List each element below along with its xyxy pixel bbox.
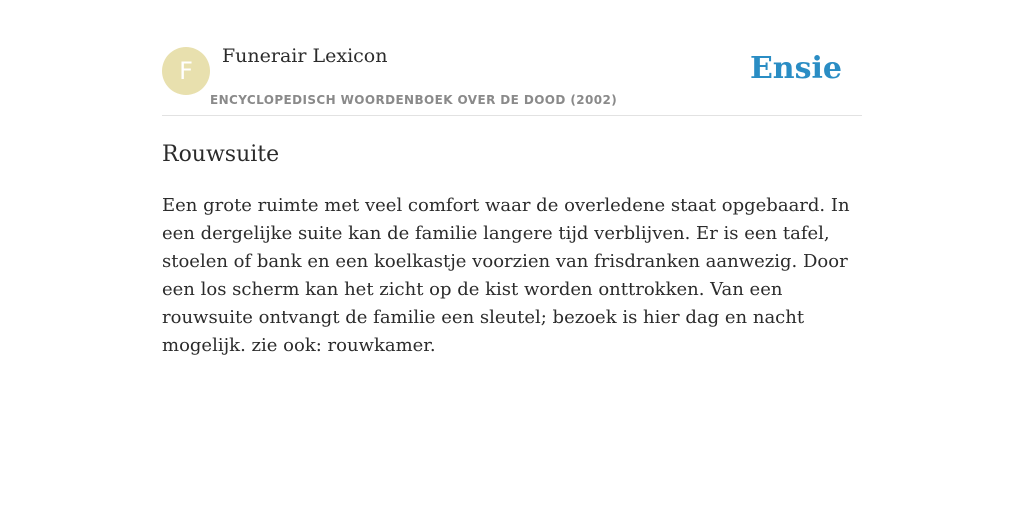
source-header — [162, 0, 862, 116]
entry-body: Een grote ruimte met veel comfort waar de overledene staat opgebaard. In een dergelijke suite kan de familie langere tijd verblijven. Er is een tafel, stoelen of bank en een koelkastje voorzien van frisdranken aanwezig. Door een los scherm kan het zicht op de kist worden onttrokken. Van een rouwsuite ontvangt de familie een sleutel; bezoek is hier dag en nacht mogelijk. zie ook: rouwkamer. — [162, 195, 850, 356]
source-avatar[interactable]: F — [162, 47, 210, 95]
source-title[interactable]: Funerair Lexicon — [222, 45, 388, 67]
entry — [162, 140, 862, 360]
source-subtitle: ENCYCLOPEDISCH WOORDENBOEK OVER DE DOOD (2002) — [210, 93, 618, 107]
entry-title: Rouwsuite — [162, 142, 280, 167]
brand-logo[interactable]: Ensie — [749, 51, 842, 86]
